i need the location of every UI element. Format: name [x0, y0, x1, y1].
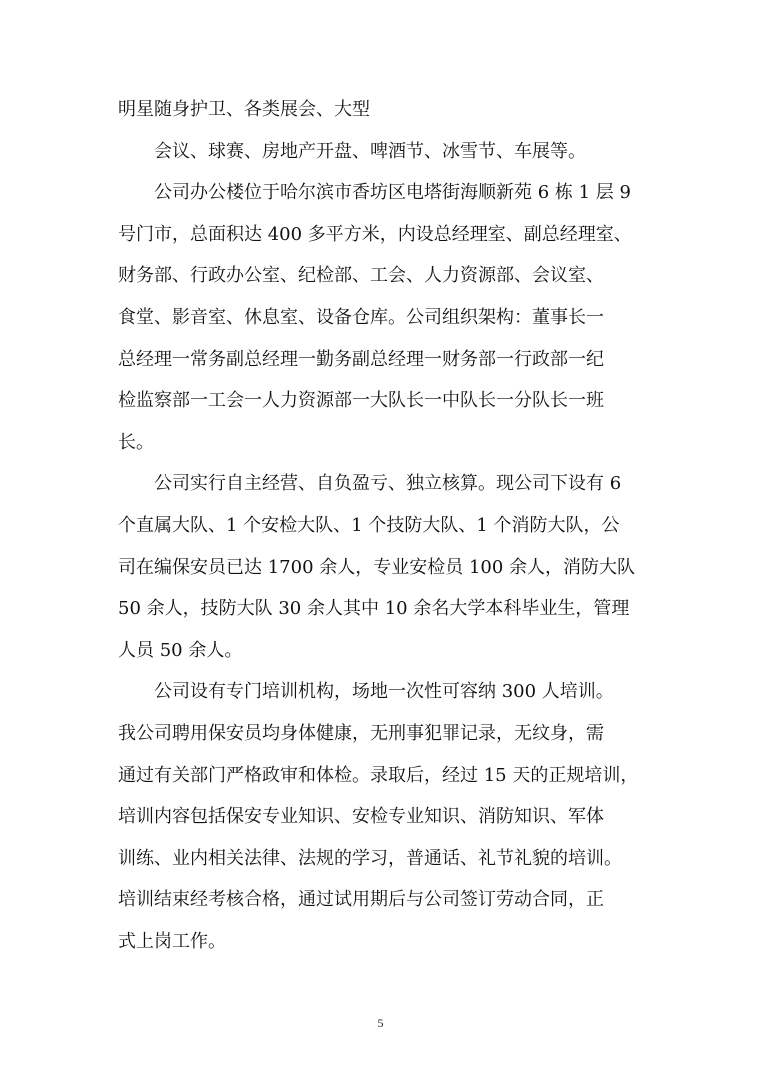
- text-line: 50 余人，技防大队 30 余人其中 10 余名大学本科毕业生，管理: [118, 598, 630, 620]
- text-line: 培训结束经考核合格，通过试用期后与公司签订劳动合同，正: [118, 889, 604, 911]
- paragraph-first-line: 公司办公楼位于哈尔滨市香坊区电塔街海顺新苑 6 栋 1 层 9: [154, 182, 631, 204]
- text-line: 培训内容包括保安专业知识、安检专业知识、消防知识、军体: [118, 806, 604, 828]
- paragraph-first-line: 公司设有专门培训机构，场地一次性可容纳 300 人培训。: [154, 681, 614, 703]
- text-line: 号门市，总面积达 400 多平方米，内设总经理室、副总经理室、: [118, 223, 632, 245]
- text-line: 食堂、影音室、休息室、设备仓库。公司组织架构：董事长一: [118, 306, 604, 328]
- text-line: 人员 50 余人。: [118, 639, 243, 661]
- text-line: 个直属大队、1 个安检大队、1 个技防大队、1 个消防大队，公: [118, 514, 620, 536]
- text-line: 财务部、行政办公室、纪检部、工会、人力资源部、会议室、: [118, 265, 604, 287]
- text-line: 式上岗工作。: [118, 930, 226, 952]
- text-line: 明星随身护卫、各类展会、大型: [118, 99, 370, 120]
- text-line: 司在编保安员已达 1700 余人，专业安检员 100 余人，消防大队: [118, 556, 636, 578]
- text-line: 检监察部一工会一人力资源部一大队长一中队长一分队长一班: [118, 390, 604, 412]
- text-line: 长。: [118, 431, 154, 453]
- body-text: [118, 89, 648, 962]
- page-number: 5: [377, 1016, 384, 1030]
- text-line: 我公司聘用保安员均身体健康，无刑事犯罪记录，无纹身，需: [118, 722, 604, 744]
- text-line: 通过有关部门严格政审和体检。录取后，经过 15 天的正规培训，: [118, 764, 639, 786]
- text-line: 总经理一常务副总经理一勤务副总经理一财务部一行政部一纪: [118, 348, 604, 370]
- text-line: 训练、业内相关法律、法规的学习，普通话、礼节礼貌的培训。: [118, 847, 622, 869]
- text-line: 会议、球赛、房地产开盘、啤酒节、冰雪节、车展等。: [154, 140, 586, 162]
- paragraph-first-line: 公司实行自主经营、自负盈亏、独立核算。现公司下设有 6: [154, 473, 622, 495]
